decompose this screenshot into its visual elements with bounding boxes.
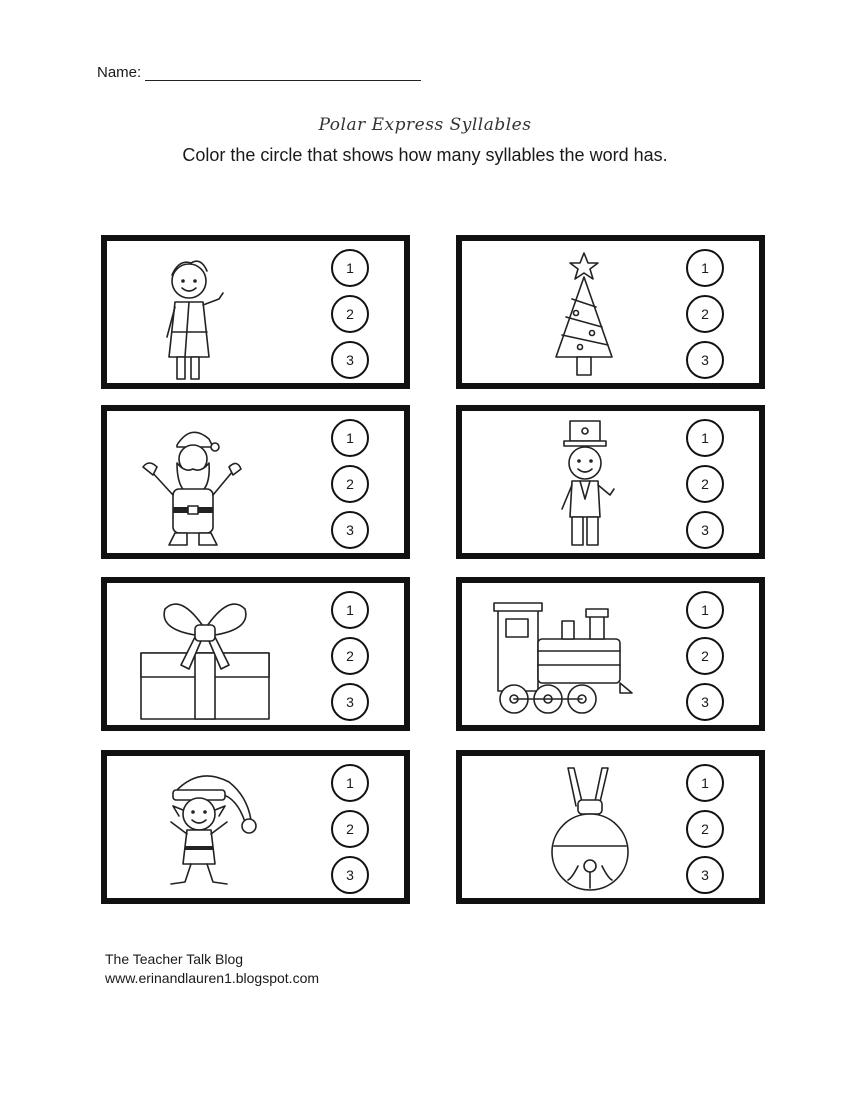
syllable-option-1[interactable]: 1 <box>331 249 369 287</box>
footer <box>105 950 319 988</box>
card-conductor <box>456 405 765 559</box>
train-icon <box>484 589 634 729</box>
card-present <box>101 577 410 731</box>
card-tree <box>456 235 765 389</box>
boy-in-robe-icon <box>129 247 279 387</box>
syllable-option-1[interactable]: 1 <box>686 249 724 287</box>
card-boy <box>101 235 410 389</box>
card-elf <box>101 750 410 904</box>
syllable-option-2[interactable]: 2 <box>331 810 369 848</box>
syllable-option-3[interactable]: 3 <box>331 856 369 894</box>
name-label: Name: <box>97 64 142 81</box>
conductor-icon <box>484 417 634 557</box>
syllable-option-1[interactable]: 1 <box>686 591 724 629</box>
syllable-option-2[interactable]: 2 <box>686 465 724 503</box>
syllable-option-2[interactable]: 2 <box>686 810 724 848</box>
syllable-option-3[interactable]: 3 <box>686 341 724 379</box>
syllable-option-2[interactable]: 2 <box>686 295 724 333</box>
syllable-option-1[interactable]: 1 <box>686 764 724 802</box>
syllable-option-1[interactable]: 1 <box>331 591 369 629</box>
syllable-option-1[interactable]: 1 <box>331 764 369 802</box>
name-blank-line[interactable] <box>145 66 421 81</box>
santa-icon <box>129 417 279 557</box>
syllable-option-2[interactable]: 2 <box>331 295 369 333</box>
bell-icon <box>484 762 634 902</box>
syllable-option-1[interactable]: 1 <box>331 419 369 457</box>
syllable-option-2[interactable]: 2 <box>331 465 369 503</box>
present-icon <box>129 589 279 729</box>
syllable-option-2[interactable]: 2 <box>686 637 724 675</box>
card-santa <box>101 405 410 559</box>
elf-icon <box>129 762 279 902</box>
blog-name: The Teacher Talk Blog <box>105 951 244 967</box>
worksheet-instructions: Color the circle that shows how many syllables the word has. <box>182 145 668 165</box>
syllable-option-2[interactable]: 2 <box>331 637 369 675</box>
name-field[interactable] <box>97 64 421 81</box>
worksheet-title: Polar Express Syllables <box>318 115 532 135</box>
syllable-option-3[interactable]: 3 <box>686 856 724 894</box>
syllable-option-3[interactable]: 3 <box>331 511 369 549</box>
card-train <box>456 577 765 731</box>
syllable-option-3[interactable]: 3 <box>331 341 369 379</box>
christmas-tree-icon <box>484 247 634 387</box>
syllable-option-3[interactable]: 3 <box>331 683 369 721</box>
card-bell <box>456 750 765 904</box>
syllable-option-1[interactable]: 1 <box>686 419 724 457</box>
syllable-option-3[interactable]: 3 <box>686 683 724 721</box>
blog-url[interactable]: www.erinandlauren1.blogspot.com <box>105 970 320 986</box>
syllable-option-3[interactable]: 3 <box>686 511 724 549</box>
